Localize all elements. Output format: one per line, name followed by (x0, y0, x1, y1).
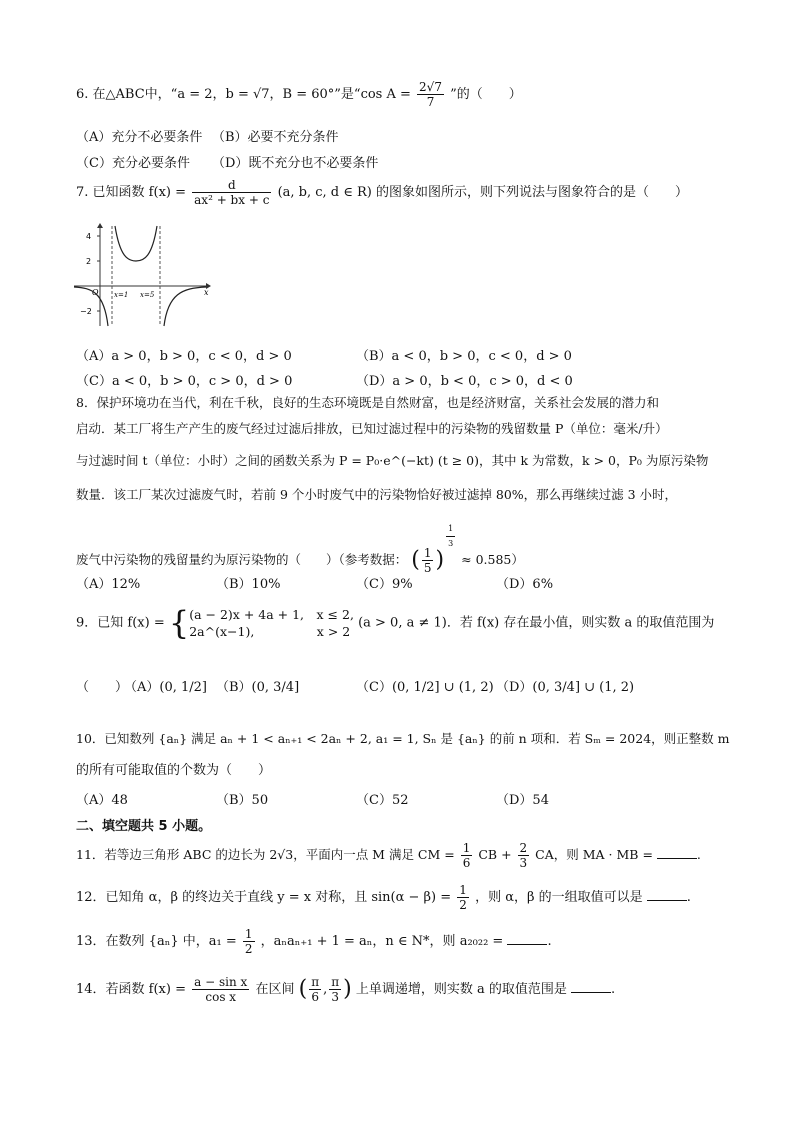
q12-post: ，则 α，β 的一组取值可以是 (475, 890, 643, 905)
q9-option-b: （B）(0, 3/4] (216, 680, 300, 695)
curve-middle-branch (115, 226, 157, 261)
q9-cases (189, 606, 354, 640)
y-tick-2: 2 (86, 257, 92, 266)
q8-line-2: 启动．某工厂将生产产生的废气经过过滤后排放，已知过滤过程中的污染物的残留数量 P（单位：毫米/升） (76, 421, 668, 436)
q13-f-num: 1 (244, 927, 253, 941)
q6-stem: 在△ABC中，“a = 2，b = √7，B = 60°”是“cos A = (92, 87, 411, 102)
q14-i1-den: 6 (311, 990, 319, 1004)
question-6 (76, 80, 736, 109)
question-7 (76, 178, 736, 207)
q7-option-d: （D）a > 0，b < 0，c > 0，d < 0 (356, 374, 573, 389)
x-axis-label: x (204, 288, 209, 297)
q8-ref-den: 5 (423, 561, 432, 575)
q8-ref-exp-den: 3 (448, 539, 454, 548)
q12-answer-blank[interactable] (647, 886, 687, 901)
q8-line-4: 数量．该工厂某次过滤废气时，若前 9 个小时废气中的污染物恰好被过滤掉 80%，那么再继续过滤 3 小时， (76, 487, 678, 502)
q14-i2-den: 3 (331, 990, 339, 1004)
vline-label-1: x=1 (114, 291, 129, 299)
q14-paren-close: ) (343, 976, 352, 1002)
q6-fraction (417, 80, 444, 109)
curve-right-branch (164, 287, 206, 326)
q12-f-num: 1 (459, 883, 467, 897)
q8-line5-text: 废气中污染物的残留量约为原污染物的（ ）（参考数据： (76, 552, 408, 567)
q7-fraction (192, 178, 271, 207)
q9-option-c: （C）(0, 1/2] ∪ (1, 2) (356, 680, 494, 695)
q6-option-b: （B）必要不充分条件 (212, 130, 339, 145)
q12-f-den: 2 (459, 898, 467, 912)
q10-option-d: （D）54 (496, 793, 549, 808)
q13-fraction (243, 927, 255, 956)
q14-interval-left (309, 975, 321, 1004)
q7-post: (a, b, c, d ∈ R) 的图象如图所示，则下列说法与图象符合的是（ ） (277, 185, 688, 200)
q14-f-den: cos x (205, 990, 237, 1004)
q14-paren-open: ( (298, 976, 308, 1002)
q7-number: 7. (76, 185, 89, 200)
q11-mid-2: CA，则 MA · MB = (535, 847, 653, 862)
q13-pre: 13．在数列 {aₙ} 中，a₁ = (76, 934, 237, 949)
y-axis-arrow (97, 223, 103, 228)
q12-end: . (686, 890, 691, 905)
vline-label-5: x=5 (140, 291, 155, 299)
q8-option-d: （D）6% (496, 577, 554, 592)
q14-i2-num: π (331, 975, 340, 989)
q11-fraction-2 (518, 841, 530, 870)
question-13 (76, 927, 736, 956)
q14-answer-blank[interactable] (571, 978, 611, 993)
q8-line-1: 8．保护环境功在当代，利在千秋，良好的生态环境既是自然财富，也是经济财富，关系社会发展的潜力和 (76, 395, 659, 410)
q12-pre: 12．已知角 α，β 的终边关于直线 y = x 对称，且 sin(α − β) = (76, 890, 452, 905)
q11-fraction-1 (461, 841, 473, 870)
q8-ref-exponent (446, 522, 455, 551)
q8-ref-fraction (422, 546, 434, 575)
q11-answer-blank[interactable] (657, 844, 697, 859)
q8-option-a: （A）12% (76, 577, 141, 592)
q8-line-3: 与过滤时间 t（单位：小时）之间的函数关系为 P = P₀·e^(−kt) (t ≥ 0)，其中 k 为常数，k > 0，P₀ 为原污染物 (76, 453, 709, 468)
q14-fraction (192, 975, 249, 1004)
q8-ref-value: ≈ 0.585） (461, 552, 524, 567)
q11-f1-num: 1 (462, 841, 471, 855)
q9-option-d: （D）(0, 3/4] ∪ (1, 2) (496, 680, 635, 695)
q14-mid: 在区间 (255, 982, 295, 997)
q7-option-b: （B）a < 0，b > 0，c < 0，d > 0 (356, 349, 572, 364)
q8-paren-close: ) (435, 547, 445, 573)
q6-option-d: （D）既不充分也不必要条件 (212, 156, 379, 171)
question-9 (76, 606, 736, 641)
q10-line-1: 10．已知数列 {aₙ} 满足 aₙ + 1 < aₙ₊₁ < 2aₙ + 2, a₁ = 1, Sₙ 是 {aₙ} 的前 n 项和．若 Sₘ = 2024，则正整数 m (76, 731, 730, 746)
q8-line-5 (76, 522, 736, 575)
q12-fraction (457, 883, 469, 912)
y-tick-neg2: −2 (80, 307, 92, 316)
q10-option-c: （C）52 (356, 793, 409, 808)
q7-option-a: （A）a > 0，b > 0，c < 0，d > 0 (76, 349, 292, 364)
q7-function-graph (72, 222, 212, 330)
y-tick-4: 4 (86, 232, 92, 241)
question-11 (76, 841, 736, 870)
q6-frac-num: 2√7 (419, 80, 442, 94)
q9-post: (a > 0, a ≠ 1)．若 f(x) 存在最小值，则实数 a 的取值范围为 (358, 615, 715, 631)
q13-post: ，aₙaₙ₊₁ + 1 = aₙ，n ∈ N*，则 a₂₀₂₂ = (260, 934, 504, 949)
q8-paren-open: ( (411, 547, 420, 573)
q13-end: . (547, 934, 552, 949)
q11-f2-den: 3 (519, 856, 528, 870)
q9-case-2: 2a^(x−1), x > 2 (189, 624, 351, 639)
q14-post: 上单调递增，则实数 a 的取值范围是 (355, 982, 567, 997)
q11-mid-1: CB + (478, 847, 512, 862)
q14-end: . (611, 982, 616, 997)
q10-option-a: （A）48 (76, 793, 128, 808)
q8-ref-exp-num: 1 (446, 522, 455, 537)
q7-frac-den: ax² + bx + c (194, 193, 270, 207)
q14-f-num: a − sin x (194, 975, 248, 989)
q10-option-b: （B）50 (216, 793, 269, 808)
q8-option-b: （B）10% (216, 577, 281, 592)
q8-ref-num: 1 (423, 546, 432, 560)
q14-interval-right (329, 975, 341, 1004)
q7-pre: 已知函数 f(x) = (92, 185, 186, 200)
q11-f2-num: 2 (519, 841, 528, 855)
q8-option-c: （C）9% (356, 577, 413, 592)
q7-option-c: （C）a < 0，b > 0，c > 0，d > 0 (76, 374, 293, 389)
q10-line-2: 的所有可能取值的个数为（ ） (76, 763, 272, 778)
q9-case-1: (a − 2)x + 4a + 1, x ≤ 2, (189, 607, 354, 622)
q7-frac-num: d (192, 178, 271, 193)
q6-option-c: （C）充分必要条件 (76, 156, 190, 171)
question-12 (76, 883, 736, 912)
origin-label: O (92, 288, 99, 297)
q11-end: . (696, 847, 701, 862)
question-14: 14．若函数 f(x) = $\frac{\text{a − sin x}}{\text{cos x}}$ 在区间 ( $\frac{\pi}{6}$ , $\frac{\pi}{3}$ ) 上单调递增，则实数 a 的取值范围是 . (76, 975, 616, 1004)
section-fill-in-blank-title: 二、填空题共 5 小题。 (76, 819, 212, 834)
q13-f-den: 2 (244, 942, 253, 956)
q6-option-a: （A）充分不必要条件 (76, 130, 203, 145)
q11-f1-den: 6 (462, 856, 471, 870)
q6-number: 6. (76, 87, 89, 102)
q9-option-a: （A）(0, 1/2] (124, 680, 207, 695)
q9-brace: { (168, 604, 190, 642)
q11-pre: 11．若等边三角形 ABC 的边长为 2√3，平面内一点 M 满足 CM = (76, 847, 455, 862)
q14-i1-num: π (311, 975, 320, 989)
q13-answer-blank[interactable] (507, 930, 547, 945)
q14-pre: 14．若函数 f(x) = (76, 982, 186, 997)
q6-frac-den: 7 (426, 95, 435, 109)
q9-pre: 9．已知 f(x) = (76, 615, 165, 631)
q9-paren: （ ） (76, 680, 129, 695)
q6-tail: ”的（ ） (450, 87, 522, 102)
